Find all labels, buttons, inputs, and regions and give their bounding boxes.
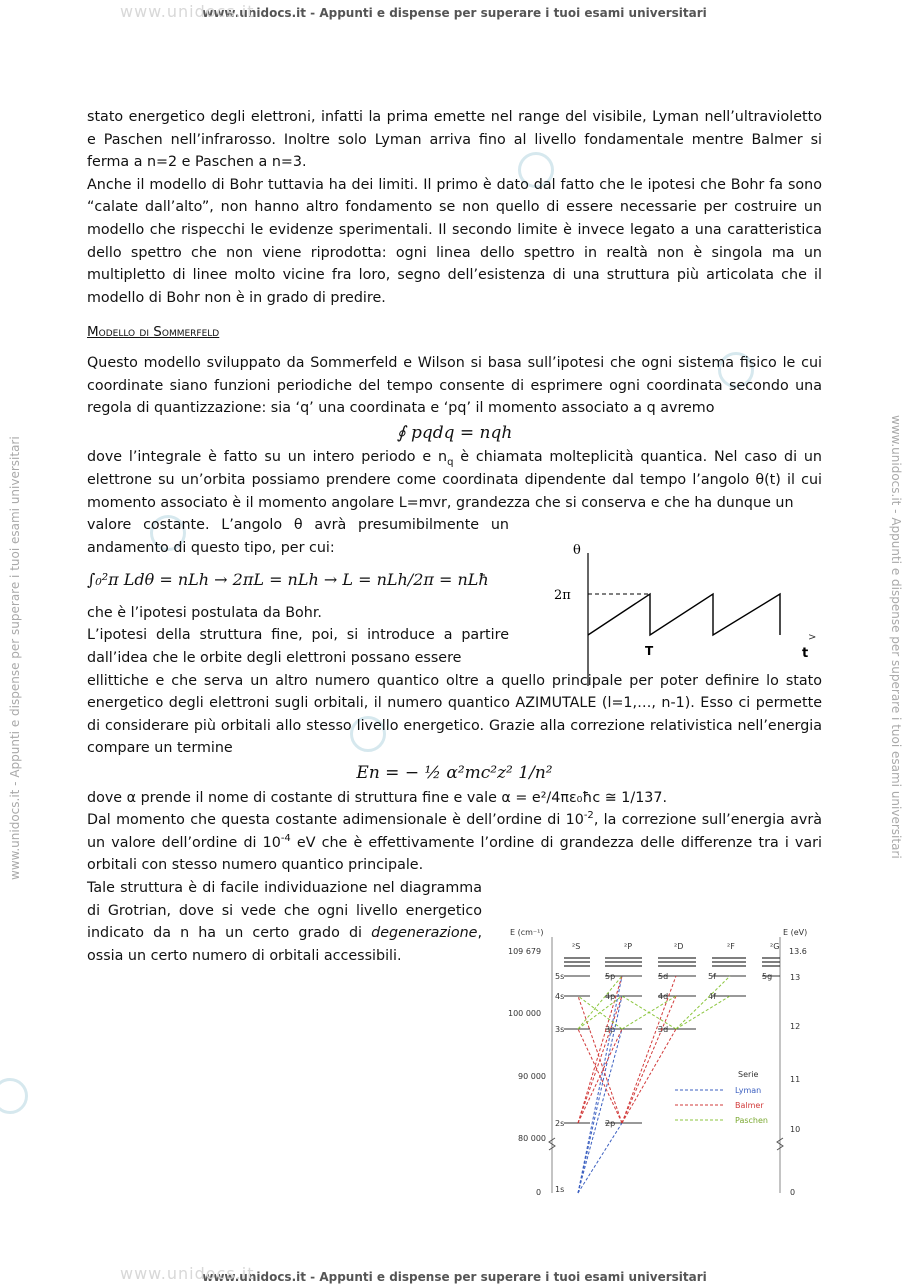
level-label: 2s xyxy=(555,1119,565,1128)
column-label: ²P xyxy=(624,942,633,951)
paragraph: Dal momento che questa costante adimensionale è dell’ordine di $10^{-2}$, la correzione sull’energia avrà un valore dell’ordine di $10^{-4}$ eV che è effettivamente l’ordine di grandezza delle differenze tra i vari orbitali con stesso numero quantico principale. xyxy=(87,810,822,874)
right-tick: 13 xyxy=(790,973,801,982)
y-tick: 2π xyxy=(554,588,571,603)
paragraph: valore costante. L’angolo θ avrà presumibilmente un andamento di questo tipo, per cui: xyxy=(87,517,509,556)
left-tick: 0 xyxy=(536,1188,542,1197)
equation-energy-correction: En = − ½ α²mc²z² 1/n² xyxy=(356,763,553,784)
column-label: ²S xyxy=(572,942,581,951)
right-tick: 12 xyxy=(790,1022,801,1031)
legend-label: Paschen xyxy=(735,1116,768,1125)
level-label: 3d xyxy=(658,1025,669,1034)
paragraph: ellittiche e che serva un altro numero quantico oltre a quello principale per poter definire lo stato energetico degli elettroni sugli orbitali, il numero quantico AZIMUTALE (l=1,…, n-1). Esso ci permette di considerare più orbitali allo stesso livello energetico. Grazie alla correzione relativistica nell’energia compare un termine xyxy=(87,672,822,757)
paragraph: che è l’ipotesi postulata da Bohr. xyxy=(87,604,322,621)
column-label: ²D xyxy=(674,942,684,951)
paschen-transitions xyxy=(578,976,730,1029)
header-watermark: www.unidocs.it - Appunti e dispense per superare i tuoi esami universitari xyxy=(202,6,707,20)
right-tick: 0 xyxy=(790,1188,796,1197)
footer-watermark: www.unidocs.it - Appunti e dispense per superare i tuoi esami universitari xyxy=(202,1270,707,1284)
level-label: 5f xyxy=(708,972,716,981)
right-axis-label: E (eV) xyxy=(783,928,808,937)
lyman-transitions xyxy=(578,976,622,1193)
level-label: 3s xyxy=(555,1025,565,1034)
axis-break-icon xyxy=(549,1138,555,1150)
left-side-watermark: www.unidocs.it - Appunti e dispense per superare i tuoi esami universitari xyxy=(8,436,22,880)
paragraph: Anche il modello di Bohr tuttavia ha dei limiti. Il primo è dato dal fatto che le ipotesi che Bohr fa sono “calate dall’alto”, non hanno altro fondamento se non quello di essere necessarie per costruire un modello che rispecchi le evidenze sperimentali. Il secondo limite è invece legato a una caratteristica dello spettro che non viene riprodotta: ogni linea dello spettro in realtà non è singola ma un multipletto di linee molto vicine fra loro, segno dell’esistenza di una struttura più articolata che il modello di Bohr non è in grado di predire. xyxy=(87,176,822,306)
section-heading: Modello di Sommerfeld xyxy=(87,324,220,341)
paragraph: Questo modello sviluppato da Sommerfeld e Wilson si basa sull’ipotesi che ogni sistema fisico le cui coordinate siano funzioni periodiche del tempo consente di esprimere ogni coordinata secondo una regola di quantizzazione: sia ‘q’ una coordinata e ‘pq’ il momento associato a q avremo xyxy=(87,354,822,417)
level-label: 1s xyxy=(555,1185,565,1194)
level-label: 2p xyxy=(605,1119,616,1128)
right-tick: 10 xyxy=(790,1125,801,1134)
left-tick: 80 000 xyxy=(518,1134,546,1143)
x-label: t xyxy=(802,646,809,661)
right-tick: 13.6 xyxy=(789,947,807,956)
level-label: 4f xyxy=(708,992,716,1001)
equation-quantization: ∮ pqdq = nqh xyxy=(396,422,513,443)
sawtooth-figure xyxy=(540,538,840,688)
level-label: 4d xyxy=(658,992,669,1001)
left-axis-label: E (cm⁻¹) xyxy=(510,928,544,937)
left-tick: 90 000 xyxy=(518,1072,546,1081)
document-body xyxy=(87,106,822,967)
right-side-watermark: www.unidocs.it - Appunti e dispense per superare i tuoi esami universitari xyxy=(889,415,903,859)
right-tick: 11 xyxy=(790,1075,801,1084)
faint-watermark: www.unidocs.it xyxy=(120,2,255,21)
paragraph: dove α prende il nome di costante di struttura fine e vale α = e²/4πε₀ħc ≅ 1/137. xyxy=(87,789,668,806)
legend-label: Balmer xyxy=(735,1101,764,1110)
level-label: 5p xyxy=(605,972,616,981)
sawtooth-line xyxy=(588,594,780,635)
y-label: θ xyxy=(573,543,581,558)
column-label: ²G xyxy=(770,942,780,951)
x-tick: T xyxy=(645,644,654,658)
level-label: 5s xyxy=(555,972,565,981)
paragraph: dove l’integrale è fatto su un intero periodo e $n_q$ è chiamata molteplicità quantica. Nel caso di un elettrone su un’orbita possiamo prendere come coordinata dipendente dal tempo l’angolo θ(t) il cui momento associato è il momento angolare L=mvr, grandezza che si conserva e che ha dunque un xyxy=(87,449,822,511)
legend-title: Serie xyxy=(738,1070,759,1079)
left-tick: 100 000 xyxy=(508,1009,542,1018)
watermark-logo-icon xyxy=(0,1078,28,1114)
grotrian-diagram xyxy=(500,925,820,1205)
level-label: 4s xyxy=(555,992,565,1001)
high-level-lines xyxy=(564,958,780,966)
level-label: 3p xyxy=(605,1025,616,1034)
paragraph: Tale struttura è di facile individuazione nel diagramma di Grotrian, dove si vede che ogni livello energetico indicato da n ha un certo grado di degenerazione, ossia un certo numero di orbitali accessibili. xyxy=(87,880,482,964)
left-tick: 109 679 xyxy=(508,947,542,956)
arrow-icon: > xyxy=(808,632,817,643)
equation-angular-momentum: ∫₀²π Ldθ = nLh → 2πL = nLh → L = nLh/2π = nLħ xyxy=(87,570,489,590)
legend-label: Lyman xyxy=(735,1086,762,1095)
paragraph: stato energetico degli elettroni, infatti la prima emette nel range del visibile, Lyman nell’ultravioletto e Paschen nell’infrarosso. Inoltre solo Lyman arriva fino al livello fondamentale mentre Balmer si ferma a n=2 e Paschen a n=3. xyxy=(87,109,822,171)
paragraph: L’ipotesi della struttura fine, poi, si introduce a partire dall’idea che le orbite degli elettroni possano essere xyxy=(87,627,509,667)
level-label: 4p xyxy=(605,992,616,1001)
faint-watermark: www.unidocs.it xyxy=(120,1264,255,1283)
level-label: 5g xyxy=(762,972,773,981)
level-label: 5d xyxy=(658,972,669,981)
axis-break-icon xyxy=(777,1138,783,1150)
column-label: ²F xyxy=(727,942,735,951)
